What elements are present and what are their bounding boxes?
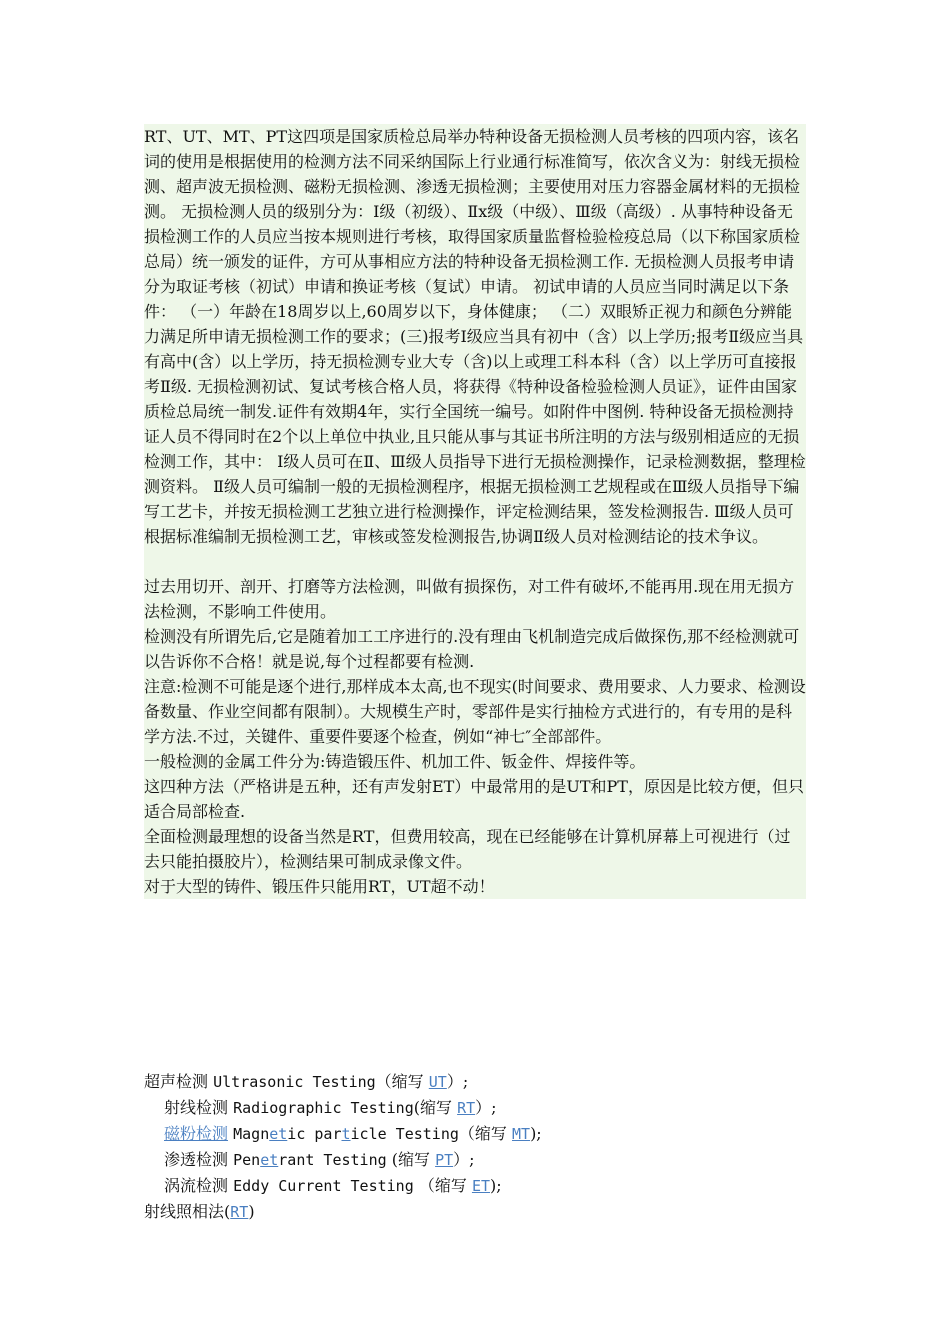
list-item-mt: 磁粉检测 Magnetic particle Testing（缩写 MT); bbox=[164, 1124, 542, 1143]
text-line-3: 注意:检测不可能是逐个进行,那样成本太高,也不现实(时间要求、费用要求、人力要求、检测设备数量、作业空间都有限制）。大规模生产时，零部件是实行抽检方式进行的，有专用的是科学方法.不过，关键件、重要件要逐个检查，例如“神七″全部部件。 bbox=[144, 677, 806, 746]
text-line-2: 检测没有所谓先后,它是随着加工工序进行的.没有理由飞机制造完成后做探伤,那不经检测就可以告诉你不合格！就是说,每个过程都要有检测. bbox=[144, 627, 800, 671]
mt-link[interactable]: MT bbox=[512, 1125, 531, 1143]
rt-link[interactable]: RT bbox=[457, 1099, 476, 1117]
mt-inline-link-1[interactable]: et bbox=[269, 1125, 288, 1143]
text-line-4: 一般检测的金属工件分为:铸造锻压件、机加工件、钣金件、焊接件等。 bbox=[144, 752, 646, 771]
list-item-radiography: 射线照相法(RT) bbox=[144, 1202, 255, 1221]
list-item-ut: 超声检测 Ultrasonic Testing（缩写 UT）; bbox=[144, 1072, 469, 1091]
et-link[interactable]: ET bbox=[471, 1177, 490, 1195]
text-line-6: 全面检测最理想的设备当然是RT，但费用较高，现在已经能够在计算机屏幕上可视进行（过去只能拍摄胶片），检测结果可制成录像文件。 bbox=[144, 827, 791, 871]
paragraph-intro: RT、UT、MT、PT这四项是国家质检总局举办特种设备无损检测人员考核的四项内容，该名词的使用是根据使用的检测方法不同采纳国际上行业通行标准简写，依次含义为：射线无损检测、超声波无损检测、磁粉无损检测、渗透无损检测；主要使用对压力容器金属材料的无损检测。 无损检测人员的级别分为：Ⅰ级（初级）、Ⅱx级（中级）、Ⅲ级（高级）. 从事特种设备无损检测工作的人员应当按本规则进行考核，取得国家质量监督检验检疫总局（以下称国家质检总局）统一颁发的证件，方可从事相应方法的特种设备无损检测工作. 无损检测人员报考申请分为取证考核（初试）申请和换证考核（复试）申请。 初试申请的人员应当同时满足以下条件： （一）年龄在18周岁以上,60周岁以下，身体健康； （二）双眼矫正视力和颜色分辨能力满足所申请无损检测工作的要求；(三)报考Ⅰ级应当具有初中（含）以上学历;报考Ⅱ级应当具有高中(含）以上学历，持无损检测专业大专（含)以上或理工科本科（含）以上学历可直接报考Ⅱ级. 无损检测初试、复试考核合格人员，将获得《特种设备检验检测人员证》，证件由国家质检总局统一制发.证件有效期4年，实行全国统一编号。如附件中图例. 特种设备无损检测持证人员不得同时在2个以上单位中执业,且只能从事与其证书所注明的方法与级别相适应的无损检测工作，其中： Ⅰ级人员可在Ⅱ、Ⅲ级人员指导下进行无损检测操作，记录检测数据，整理检测资料。 Ⅱ级人员可编制一般的无损检测程序，根据无损检测工艺规程或在Ⅲ级人员指导下编写工艺卡，并按无损检测工艺独立进行检测操作，评定检测结果，签发检测报告. Ⅲ级人员可根据标准编制无损检测工艺，审核或签发检测报告,协调Ⅱ级人员对检测结论的技术争议。 bbox=[144, 127, 806, 546]
pt-inline-link[interactable]: et bbox=[260, 1151, 279, 1169]
text-line-1: 过去用切开、剖开、打磨等方法检测，叫做有损探伤，对工件有破坏,不能再用.现在用无损方法检测，不影响工件使用。 bbox=[144, 577, 795, 621]
list-item-pt: 渗透检测 Penetrant Testing (缩写 PT）; bbox=[164, 1150, 475, 1169]
mt-inline-link-2[interactable]: t bbox=[341, 1125, 351, 1143]
text-line-7: 对于大型的铸件、锻压件只能用RT，UT超不动！ bbox=[144, 877, 495, 896]
spacer bbox=[144, 549, 806, 574]
pt-link[interactable]: PT bbox=[435, 1151, 454, 1169]
magnetic-link[interactable]: 磁粉检测 bbox=[164, 1124, 229, 1143]
text-line-5: 这四种方法（严格讲是五种，还有声发射ET）中最常用的是UT和PT，原因是比较方便，但只适合局部检查. bbox=[144, 777, 804, 821]
abbreviation-list bbox=[144, 1069, 844, 1225]
list-item-rt: 射线检测 Radiographic Testing(缩写 RT）; bbox=[164, 1098, 497, 1117]
main-text-block bbox=[144, 124, 806, 899]
ut-link[interactable]: UT bbox=[428, 1073, 447, 1091]
list-item-et: 涡流检测 Eddy Current Testing （缩写 ET); bbox=[164, 1176, 502, 1195]
rt-link-2[interactable]: RT bbox=[230, 1203, 249, 1221]
